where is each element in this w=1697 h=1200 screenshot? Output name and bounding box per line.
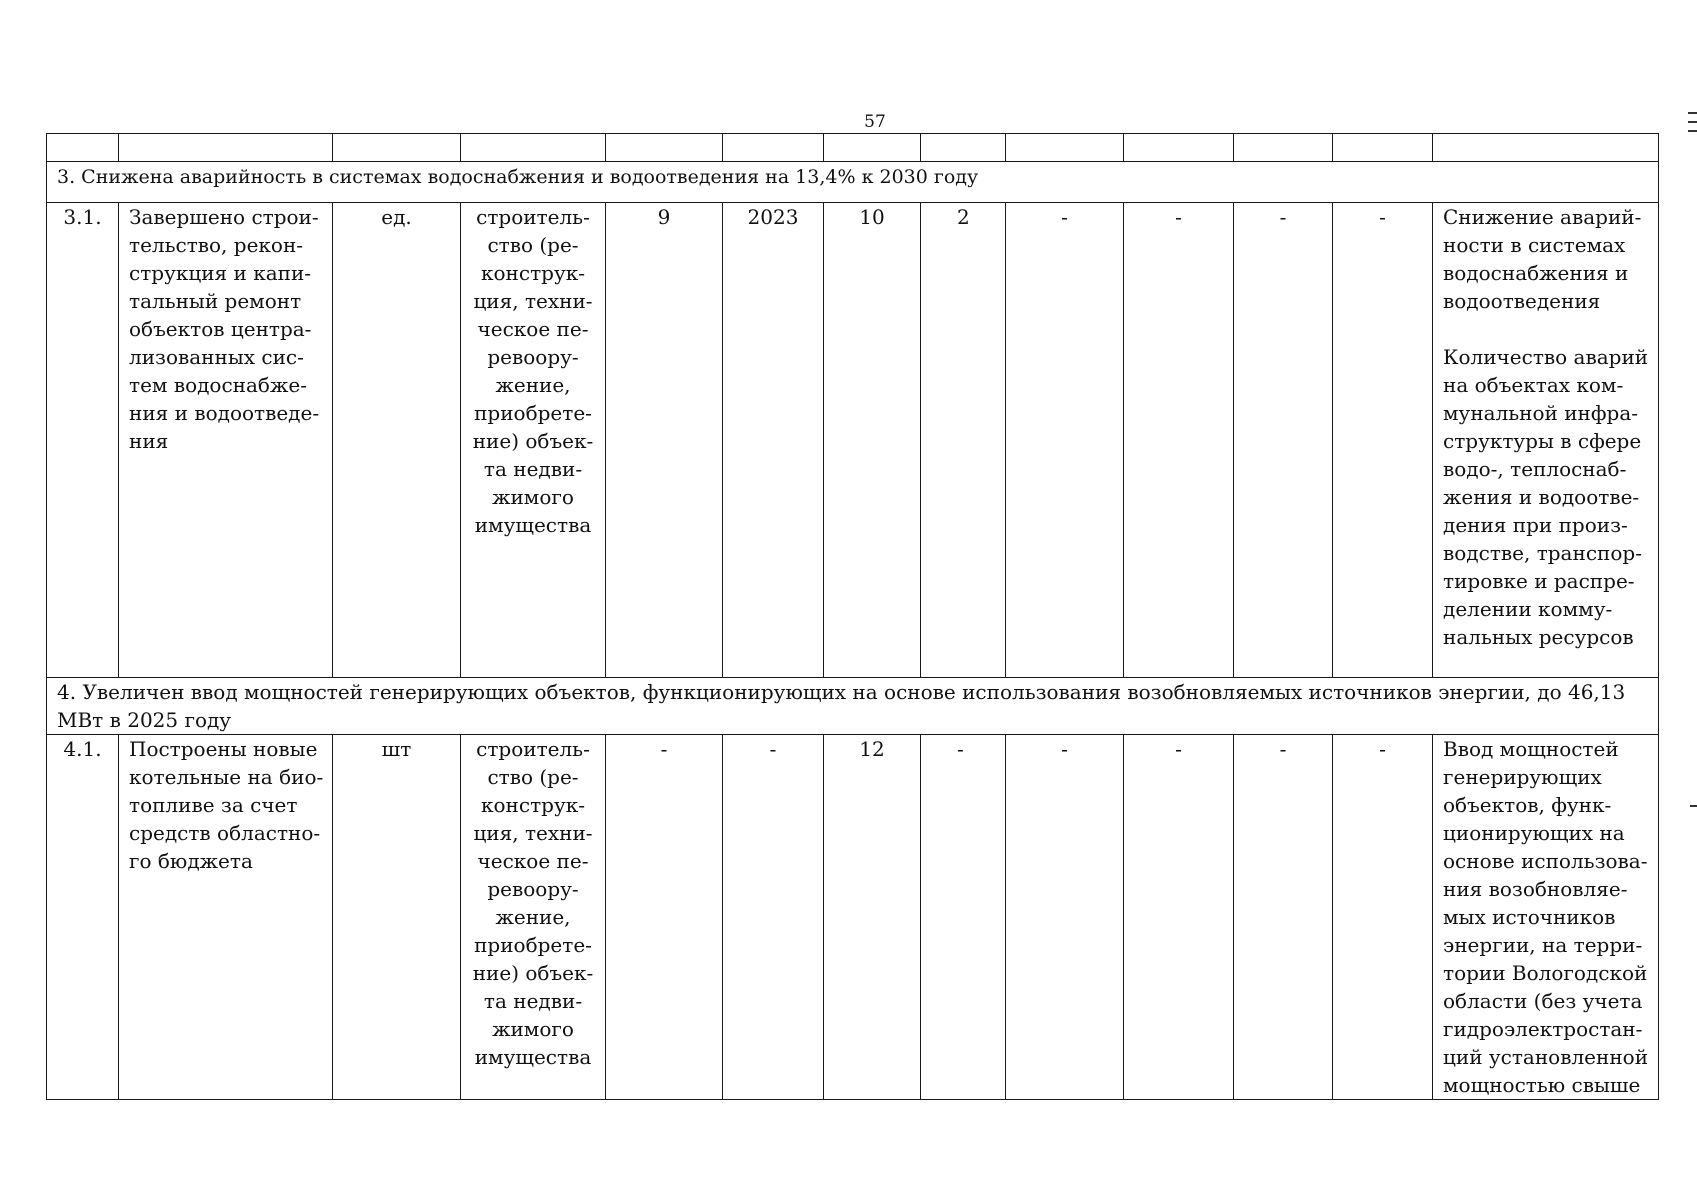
indicator-line: дения при произ- xyxy=(1443,513,1628,537)
value-cell: 2 xyxy=(921,203,1006,678)
event-type-line: приобрете- xyxy=(474,933,592,957)
header-cell xyxy=(119,134,333,162)
header-cell xyxy=(333,134,461,162)
value-cell: - xyxy=(1234,203,1333,678)
header-cell xyxy=(1124,134,1234,162)
event-name-line: котельные на био- xyxy=(129,765,324,789)
header-cell xyxy=(47,134,119,162)
result-line: Ввод мощностей xyxy=(1443,737,1619,761)
value-cell: 12 xyxy=(824,735,921,1100)
header-cell xyxy=(723,134,824,162)
section-heading-row xyxy=(47,678,1659,735)
header-cell xyxy=(824,134,921,162)
event-type-line: приобрете- xyxy=(474,401,592,425)
value-cell: - xyxy=(921,735,1006,1100)
page-number: 57 xyxy=(864,112,886,132)
base-value-cell: - xyxy=(606,735,723,1100)
event-type-line: ство (ре- xyxy=(487,233,579,257)
indicator-line: жения и водоотве- xyxy=(1443,485,1640,509)
indicator-line: структуры в сфере xyxy=(1443,429,1642,453)
event-type-line: строитель- xyxy=(476,205,590,229)
event-type-line: ние) объек- xyxy=(472,429,594,453)
margin-mark xyxy=(1688,121,1697,123)
event-type-line: ция, техни- xyxy=(473,289,593,313)
event-name-line: тальный ремонт xyxy=(129,289,302,313)
event-name-line: Завершено строи- xyxy=(129,205,319,229)
row-number: 3.1. xyxy=(47,203,119,678)
value-cell: - xyxy=(1234,735,1333,1100)
event-name-line: тем водоснабже- xyxy=(129,373,307,397)
header-cell xyxy=(1234,134,1333,162)
result-spacer xyxy=(1443,315,1648,343)
event-type-line: ция, техни- xyxy=(473,821,593,845)
value-cell: - xyxy=(1333,203,1433,678)
event-type-line: жимого xyxy=(492,485,574,509)
indicator-line: тировке и распре- xyxy=(1443,569,1635,593)
result-line: водоснабжения и xyxy=(1443,261,1629,285)
value-cell: 10 xyxy=(824,203,921,678)
event-type-cell xyxy=(461,735,606,1100)
event-name-line: ния xyxy=(129,429,169,453)
table-row xyxy=(47,735,1659,1100)
section-heading xyxy=(47,162,1659,203)
result-line: объектов, функ- xyxy=(1443,793,1612,817)
unit-cell: шт xyxy=(333,735,461,1100)
event-name-cell xyxy=(119,735,333,1100)
indicator-line: нальных ресурсов xyxy=(1443,625,1634,649)
value-cell: - xyxy=(1124,203,1234,678)
event-type-line: та недви- xyxy=(483,989,583,1013)
event-type-line: ство (ре- xyxy=(487,765,579,789)
margin-mark xyxy=(1688,112,1697,114)
base-year-cell: - xyxy=(723,735,824,1100)
section-title: 3. Снижена аварийность в системах водоснабжения и водоотведения на 13,4% к 2030 году xyxy=(57,166,979,188)
header-cell xyxy=(606,134,723,162)
result-cell xyxy=(1433,203,1659,678)
header-cell xyxy=(1006,134,1124,162)
value-cell: - xyxy=(1006,735,1124,1100)
result-line: Снижение аварий- xyxy=(1443,205,1642,229)
event-name-line: ния и водоотведе- xyxy=(129,401,320,425)
indicator-line: водстве, транспор- xyxy=(1443,541,1642,565)
result-line: мощностью свыше xyxy=(1443,1073,1641,1097)
result-line: области (без учета xyxy=(1443,989,1643,1013)
event-type-line: строитель- xyxy=(476,737,590,761)
event-type-line: жение, xyxy=(495,905,571,929)
result-line: ности в системах xyxy=(1443,233,1626,257)
event-name-line: струкция и капи- xyxy=(129,261,312,285)
event-name-line: го бюджета xyxy=(129,849,253,873)
value-cell: - xyxy=(1124,735,1234,1100)
indicator-line: водо-, теплоснаб- xyxy=(1443,457,1627,481)
event-type-line: имущества xyxy=(474,513,592,537)
event-name-line: лизованных сис- xyxy=(129,345,304,369)
event-name-line: тельство, рекон- xyxy=(129,233,304,257)
event-type-line: ческое пе- xyxy=(477,317,589,341)
result-line: мых источников xyxy=(1443,905,1616,929)
event-type-line: имущества xyxy=(474,1045,592,1069)
base-year-cell: 2023 xyxy=(723,203,824,678)
indicator-line: мунальной инфра- xyxy=(1443,401,1639,425)
indicator-line: на объектах ком- xyxy=(1443,373,1624,397)
row-number: 4.1. xyxy=(47,735,119,1100)
event-type-line: конструк- xyxy=(481,793,585,817)
event-type-line: конструк- xyxy=(481,261,585,285)
result-line: водоотведения xyxy=(1443,289,1601,313)
result-line: тории Вологодской xyxy=(1443,961,1648,985)
unit-cell: ед. xyxy=(333,203,461,678)
result-line: энергии, на терри- xyxy=(1443,933,1643,957)
event-name-line: Построены новые xyxy=(129,737,318,761)
section-heading-row xyxy=(47,162,1659,203)
result-line: ций установленной xyxy=(1443,1045,1649,1069)
event-type-line: ние) объек- xyxy=(472,961,594,985)
event-type-line: жение, xyxy=(495,373,571,397)
result-line: ционирующих на xyxy=(1443,821,1625,845)
event-type-line: ревоору- xyxy=(487,345,579,369)
result-line: основе использова- xyxy=(1443,849,1648,873)
indicator-line: делении комму- xyxy=(1443,597,1613,621)
event-type-cell xyxy=(461,203,606,678)
result-line: гидроэлектростан- xyxy=(1443,1017,1643,1041)
indicator-line: Количество аварий xyxy=(1443,345,1649,369)
header-cell xyxy=(461,134,606,162)
header-cell xyxy=(1333,134,1433,162)
event-type-line: жимого xyxy=(492,1017,574,1041)
section-heading: 4. Увеличен ввод мощностей генерирующих объектов, функционирующих на основе использования возобновляемых источников энергии, до 46,13 МВт в 2025 году xyxy=(47,678,1659,735)
value-cell: - xyxy=(1333,735,1433,1100)
result-line: генерирующих xyxy=(1443,765,1602,789)
event-name-line: объектов центра- xyxy=(129,317,312,341)
base-value-cell: 9 xyxy=(606,203,723,678)
event-name-line: топливе за счет xyxy=(129,793,298,817)
header-cell xyxy=(1433,134,1659,162)
table-header-row xyxy=(47,134,1659,162)
event-type-line: та недви- xyxy=(483,457,583,481)
margin-mark xyxy=(1690,805,1697,807)
result-cell xyxy=(1433,735,1659,1100)
plan-table xyxy=(46,133,1659,1100)
result-line: ния возобновляе- xyxy=(1443,877,1628,901)
margin-mark xyxy=(1688,130,1697,132)
table-row xyxy=(47,203,1659,678)
event-name-line: средств областно- xyxy=(129,821,321,845)
event-name-cell xyxy=(119,203,333,678)
value-cell: - xyxy=(1006,203,1124,678)
header-cell xyxy=(921,134,1006,162)
event-type-line: ревоору- xyxy=(487,877,579,901)
event-type-line: ческое пе- xyxy=(477,849,589,873)
